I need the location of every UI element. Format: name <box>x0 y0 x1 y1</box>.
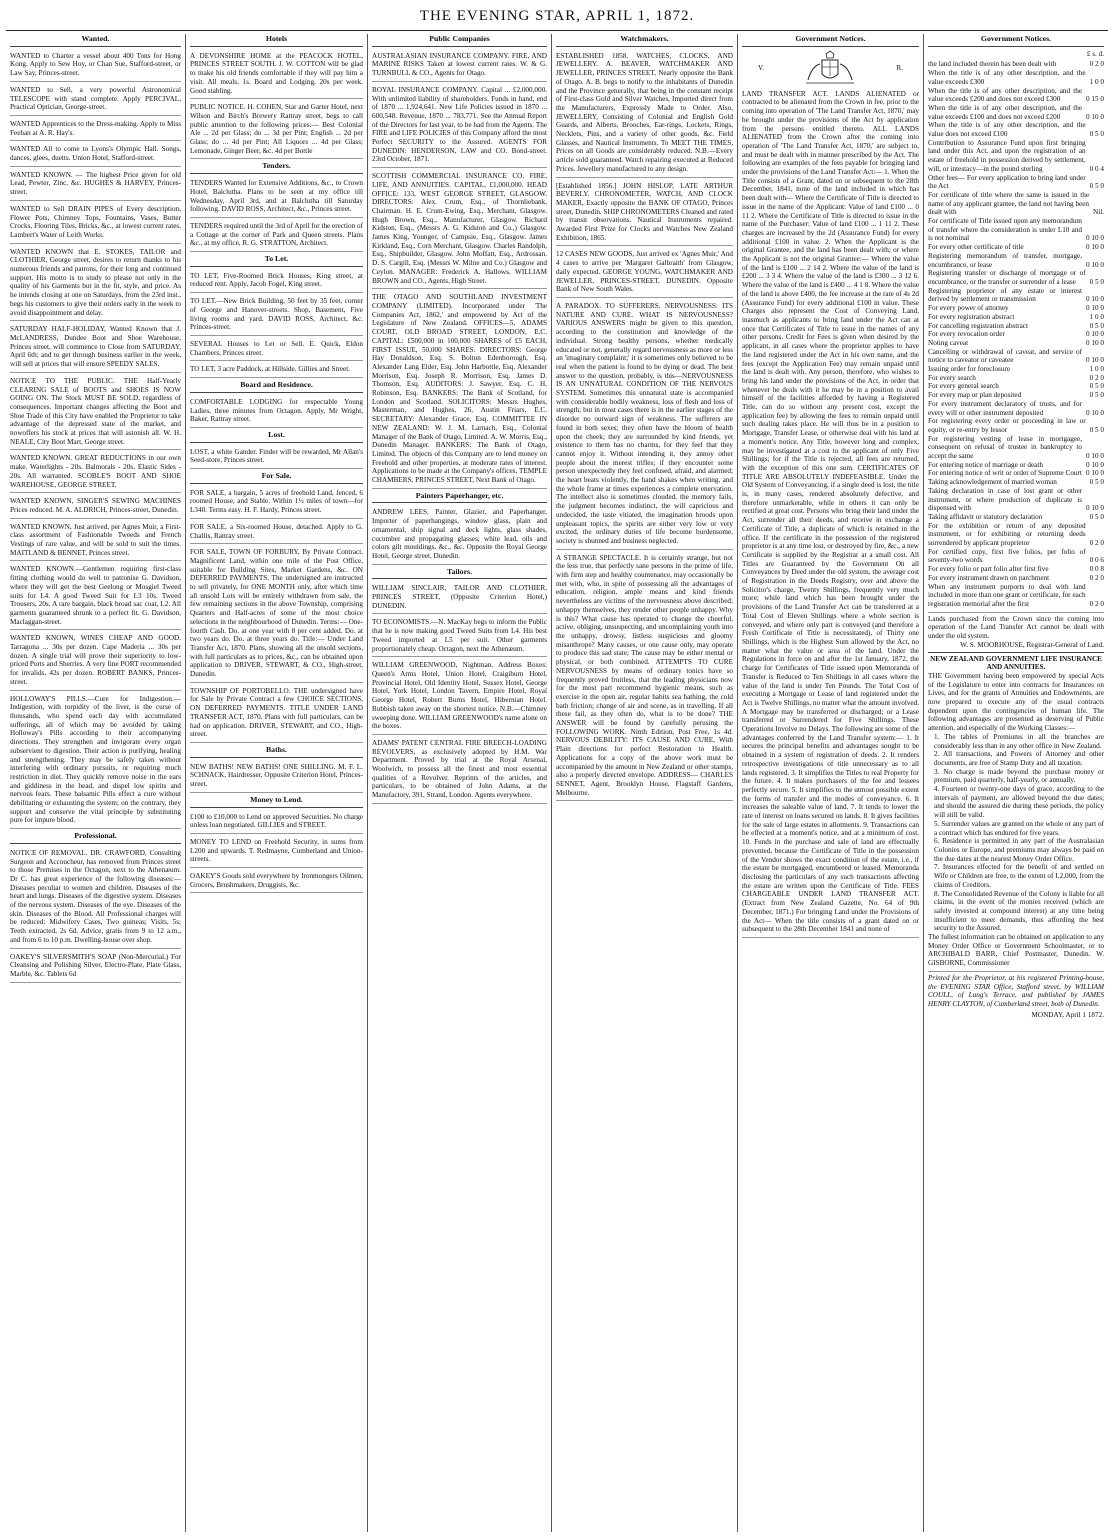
fee-amount: 0 5 0 <box>1089 391 1104 400</box>
fee-description: For the exhibition or return of any deposited instrument, or for exhibiting or returning deeds surrendered by applicant proprietor <box>928 521 1086 548</box>
fee-row <box>928 348 1104 365</box>
advertisement <box>742 88 919 938</box>
column-government-notices <box>738 34 924 1532</box>
advertisement <box>372 50 547 82</box>
fee-row <box>928 104 1104 121</box>
fee-row <box>928 478 1104 487</box>
advertisement <box>10 521 181 562</box>
fee-description: For every search <box>928 373 976 382</box>
fee-row <box>928 574 1104 583</box>
advertisement <box>10 203 181 244</box>
fee-row <box>928 583 1104 609</box>
fee-amount: 0 10 0 <box>1086 504 1104 513</box>
fee-description: Taking affidavit or statutory declaration <box>928 512 1043 521</box>
imprint: Printed for the Proprietor, at his registered Printing-house, the EVENING STAR Office, Stafford street, by WILLIAM COULL, of Lang's Terrace, and published by JAMES HENRY CLAYTON, of Cumberland street, both of Dunedin. <box>928 973 1104 1008</box>
publication-date: MONDAY, April 1 1872. <box>1031 1010 1104 1019</box>
life-insurance-item: 3. No charge is made beyond the purchase money or premium, paid quarterly, half-yearly, or annually. <box>934 767 1104 785</box>
fee-row <box>928 139 1104 174</box>
advertisement-text: TENDERS Wanted for Extensive Additions, &c., to Crown Hotel, Balclutha. Plans to be seen at my office till Wednesday, April 3rd, and at Balclutha till Saturday following. DAVID ROSS, Architect, &c., Princes street. <box>190 179 363 214</box>
fee-description: For certified copy, first five folios, per folio of seventy-two words <box>928 547 1086 565</box>
advertisement <box>10 951 181 983</box>
advertisement <box>190 270 363 293</box>
advertisement <box>10 323 181 373</box>
advertisement-text: WANTED KNOWN. — The highest Price given for old Lead, Pewter, Zinc, &c. HUGHES & HARVEY, Princes-street. <box>10 170 181 197</box>
advertisement <box>190 338 363 361</box>
advertisement <box>190 220 363 252</box>
advertisement <box>10 847 181 949</box>
advertisement <box>190 521 363 544</box>
section-heading: Lost. <box>190 430 363 443</box>
advertisement <box>190 685 363 743</box>
fee-amount: 0 10 0 <box>1086 338 1104 347</box>
column-watchmakers <box>552 34 738 1532</box>
advertisement-text: A DEVONSHIRE HOME at the PEACOCK HOTEL, PRINCES STREET SOUTH. J. W. COTTON will be glad to make his old friends comfortable if they will pay him a visit. All meals, 1s. Board and Lodging, 20s per week. Good stabling. <box>190 51 363 95</box>
advertisement-text: LOST, a white Gander. Finder will be rewarded, Mr Allan's Seed-store, Princes street. <box>190 447 363 465</box>
advertisement <box>10 84 181 116</box>
advertisement <box>10 563 181 630</box>
royal-coat-of-arms-icon <box>800 50 860 88</box>
advertisement-text: TENDERS required until the 3rd of April for the erection of a Cottage at the corner of Park and Queen streets. Plans &c., at my office, R. G. STRATTON, Architect. <box>190 221 363 248</box>
fee-row <box>928 374 1104 383</box>
fee-description: For every revocation order <box>928 330 1005 339</box>
advertisement-text: WANTED KNOWN.—Gentlemen requiring first-class fitting clothing would do well to patronise G. Davidson, where they will get the best Geelong or Mosgiel Tweed suits for L4. A good Tweed Suit for L3 10s. Tweed Trousers, 20s. A rare bargain, black broad sac coat, L2. All garments guaranteed shrunk to a perfect fit. G. Davidson, Maclaggan-street. <box>10 565 181 626</box>
life-insurance-item: 6. Residence is permitted in any part of the Australasian Colonies or Europe, and premiums may always be paid on the due dates at the nearest Money Order Office. <box>934 837 1104 863</box>
fee-description: the land included therein has been dealt with <box>928 60 1057 69</box>
fee-amount: 0 5 0 <box>1089 130 1104 139</box>
fee-amount: 0 2 0 <box>1089 600 1104 608</box>
fee-description: Registering proprietor of any estate or interest derived by settlement or transmission <box>928 286 1083 304</box>
fee-description: When the title is of any other description, and the value does not exceed £100 <box>928 121 1086 139</box>
advertisement <box>372 84 547 168</box>
fee-amount: 0 5 0 <box>1089 321 1104 330</box>
fee-amount: 0 10 0 <box>1086 356 1104 365</box>
advertisement <box>190 50 363 100</box>
advertisement <box>190 396 363 428</box>
advertisement-text: NOTICE TO THE PUBLIC. THE Half-Yearly CLEARING SALE of BOOTS and SHOES IS NOW GOING ON. The Stock MUST BE SOLD, regardless of consequences. Important changes affecting the Boot and Shoe Trade of this City have enabled the Proprietor to take advantage of the depressed state of the market, and nowoffers his stock at prices that will astonish all. W. H. NEALE, City Boot Mart, George street. <box>10 376 181 446</box>
fee-amount: Nil. <box>1093 208 1104 217</box>
advertisement-text: WANTED KNOWN. GREAT REDUCTIONS in our own make. Waterlights - 20s. Balmorals - 20s. Elastic Sides - 20s. All warranted. SCOBLE'S BOOT AND SHOE WAREHOUSE, GEORGE STREET. <box>10 454 181 489</box>
fee-description: For entering notice of marriage or death <box>928 460 1043 469</box>
fee-description: For every instrument drawn on parchment <box>928 573 1050 582</box>
advertisement-text: TO LET, 3 acre Paddock, at Hillside. Gillies and Street. <box>190 365 351 374</box>
fee-amount: 1 0 0 <box>1089 77 1104 86</box>
fee-description: Taking declaration in case of lost grant or other instrument, or where production of duplicate is dispensed with <box>928 486 1083 513</box>
fee-row <box>928 69 1104 86</box>
life-insurance-notice <box>928 652 1104 972</box>
section-heading: Government Notices. <box>928 34 1104 47</box>
advertisement <box>556 300 733 550</box>
advertisement <box>372 170 547 289</box>
advertisement-text: PUBLIC NOTICE. H. COHEN, Star and Garter Hotel, next Wilson and Birch's Brewery Rattray street, begs to call public attention to the following prices:— Best Colonial Ale ... 2d per Glass; do ... 3d per Pint; English ... 2d per Glass; do ... 4d per Pint; All Liquors ... 4d per Glass; Lemonade, Ginger Beer, &c. 4d per Bottle <box>190 103 363 155</box>
advertisement <box>372 659 547 735</box>
fee-row <box>928 487 1104 513</box>
fee-table <box>928 58 1104 612</box>
advertisement <box>372 506 547 564</box>
crest-right-letter: R. <box>896 64 903 73</box>
fee-description: Registering transfer or discharge of mortgage or of encumbrance, or the transfer or surrender of a lease <box>928 269 1086 286</box>
fee-row <box>928 252 1104 269</box>
advertisement-text: FOR SALE, TOWN OF FORBURY, By Private Contract. Magnificent Land, within one mile of the Post Office, suitable for Building Sites, Market Gardens, &c. ON DEFERRED PAYMENTS. The undersigned are instructed to sell privately, for ONE MONTH only, after which time all unsold Lots will be entirely withdrawn from sale, the few remaining sections in the above Township, comprising Quarters and Half-acres of some of the most choice selections in the neighbourhood of Dunedin. Terms:— One-fourth Cash. Do. at one year with 8 per cent added. Do. at two years do. Do. at three years do. Title:— Under Land Transfer Act, 1870. Plans, showing all the unsold sections, with full particulars as to prices, &c., can be obtained upon application to DRIVER, STEWART, & CO., High-street, Dunedin. <box>190 548 363 679</box>
masthead-rule <box>6 30 1108 31</box>
fee-row <box>928 322 1104 331</box>
fee-row <box>928 391 1104 400</box>
advertisement-text: SCOTTISH COMMERCIAL INSURANCE CO. FIRE, LIFE, AND ANNUITIES. CAPITAL, £1,000,000. HEAD OFFICE: 133, WEST GEORGE STREET, GLASGOW. DIRECTORS: Alex. Crum, Esq., of Thornliebank, Chairman. H. E. Crum-Ewing, Esq., Merchant, Glasgow. Hugh Brown, Esq., Manufacturer, Glasgow. Richard Kidston, Esq., (Messrs A. G. Kidston and Co.,) Glasgow. James King, Younger, of Campsie, Esq., Glasgow. James Kirkland, Esq., Corn Merchant, Glasgow. Charles Randolph, Esq., Shipbuilder, Glasgow. John Moffatt, Esq., Ardrossan. D. S. Cargill, Esq. (Messrs W. Milne and Co.) Glasgow and Ceylon. MANAGER: Frederick A. Hallows. WILLIAM BROWN and CO., Agents, High Street. <box>372 172 547 285</box>
advertisement <box>10 452 181 493</box>
advertisement-text: OAKEY'S SILVERSMITH'S SOAP (Non-Mercurial,) For Cleansing and Polishing Silver, Electro-Plate, Plate Glass, Marble, &c. Tablets 6d <box>10 952 181 978</box>
fee-amount: 0 10 0 <box>1086 234 1104 243</box>
advertisement <box>10 118 181 141</box>
advertisement-text: WANTED All to come to Lyons's Olympic Hall. Songs, dances, glees, duetts. Union Hotel, Stafford-street. <box>10 145 181 163</box>
advertisement-text: WANTED to Sell DRAIN PIPES of Every description, Flower Pots, Chimney Tops, Fountains, Vases, Butter Crocks, Flooring Tiles, Bricks, &c., at lowest current rates. Lambert's Water of Leith Works. <box>10 204 181 239</box>
advertisement <box>190 363 363 378</box>
fee-row <box>928 191 1104 217</box>
section-heading: Money to Lend. <box>190 795 363 808</box>
fee-row <box>928 174 1104 191</box>
advertisement-text: WANTED Apprentices to the Dress-making. Apply to Miss Feehan at A. R. Hay's. <box>10 119 181 137</box>
fee-description: Other fees— For every application to bring land under the Act <box>928 173 1086 191</box>
fee-description: For every instrument declaratory of trusts, and for every will or other instrument deposited <box>928 399 1083 417</box>
lsd-header: £ s. d. <box>1086 49 1104 58</box>
advertisement <box>556 50 733 178</box>
advertisement-text: WANTED to Sell, a very powerful Astronomical TELESCOPE with stand complete. Apply PERCIVAL, Practical Optician, George-street. <box>10 85 181 112</box>
fee-amount: 0 10 0 <box>1086 295 1104 304</box>
fee-row <box>928 217 1104 243</box>
fee-amount: 0 5 0 <box>1089 182 1104 191</box>
section-heading: For Sale. <box>190 471 363 484</box>
fee-row <box>928 121 1104 138</box>
fee-amount: 1 0 0 <box>1089 312 1104 321</box>
advertisement-text: AUSTRALASIAN INSURANCE COMPANY. FIRE, AND MARINE RISKS Taken at lowest current rates. W. & G. TURNBULL & CO., Agents for Otago. <box>372 51 547 78</box>
fee-row <box>928 313 1104 322</box>
life-insurance-intro: THE Government having been empowered by special Acts of the Legislature to enter into contracts for Insurances on Lives, and for the grants of Annuities and Endowments, are now prepared to execute any of the usual contracts dependent upon the contingencies of human life. The following advantages are presented as deserving of Public attention, and especially of the Working Classes:— <box>928 671 1104 733</box>
fee-amount: 0 15 0 <box>1086 95 1104 104</box>
advertisement-text: ANDREW LEES, Painter, Glazier, and Paperhanger, Importer of paperhangings, window glass, plain and ornamental, ship signal and deck lights, glass shades, cucumber and propagating glasses; white lead, oils and colors gilt mouldings, &c., &c. Opposite the Royal George Hotel, George street, Dunedin. <box>372 508 547 560</box>
advertisement <box>190 836 363 868</box>
advertisement-text: ADAMS' PATENT CENTRAL FIRE BREECH-LOADING REVOLVERS, as exclusively adopted by H.M. War Department. Proved by trial at the Royal Arsenal, Woolwich, to possess all the finest and most essential qualities of a Revolver. Reprints of the articles, and particulars, to be obtained of John Adams, at the Manufactory, 391, Strand, London. Agents everywhere. <box>372 738 547 800</box>
fee-description: Contribution to Assurance Fund upon first bringing land under this Act, and upon the registration of an estate of freehold in possession derived by settlement, will, or intestacy—in the pound sterling <box>928 138 1086 173</box>
fee-row <box>928 513 1104 522</box>
section-heading: Wanted. <box>10 34 181 47</box>
advertisement <box>10 143 181 166</box>
fee-amount: 0 5 0 <box>1089 478 1104 487</box>
page-title: THE EVENING STAR, APRIL 1, 1872. <box>419 8 695 24</box>
advertisement-text: SATURDAY HALF-HOLIDAY, Wanted Known that J. McLANDRESS, Dundee Boot and Shoe Warehouse, Princes street, will commence to Close from SATURDAY, April 6th; and to get through business earlier in the week, will sell at prices that will ensure SPEEDY SALES. <box>10 325 181 369</box>
fee-amount: 0 10 0 <box>1086 243 1104 252</box>
fee-amount: 0 5 0 <box>1089 382 1104 391</box>
advertisement-text: WANTED KNOWN, Just arrived, per Agnes Muir, a First-class assortment of Fashionable Tweeds and French Vestings of rare value, and will be sold to suit the times. MAITLAND & BENNET, Princes street. <box>10 522 181 557</box>
fee-row <box>928 87 1104 104</box>
advertisement-text: HOLLOWAY'S PILLS.—Cure for Indigestion.—Indigestion, with torpidity of the liver, is the curse of thousands, who spend each day with accumulated sufferings, all of which may be avoided by taking Holloway's Pills according to their accompanying directions. They strengthen and invigorate every organ subservient to digestion. Their action is purifying, healing and strengthening. They may be safely taken without interfering with ordinary pursuits, or requiring much restriction in diet. They quickly remove noise in the ears and giddiness in the head, and dispel low spirits and nervous fears. These balsamic Pills effect a cure without debilitating or exhausting the system; on the contrary, they support and conserve the vital principle by substituting pure for impure blood. <box>10 694 181 825</box>
fee-row <box>928 522 1104 548</box>
crest-left-letter: V. <box>758 64 765 73</box>
advertisement-text: MONEY TO LEND on Freehold Security, in sums from L200 and upwards. T. Redmayne, Cumberland and Union-streets. <box>190 837 363 864</box>
fee-description: Registering memorandum of transfer, mortgage, encumbrance, or lease <box>928 251 1083 269</box>
life-insurance-item: 4. Fourteen or twenty-one days of grace, according to the intervals of payment, are allowed beyond the due dates; and should the assured die during these periods, the policy will still be valid. <box>934 785 1104 820</box>
advertisement-text: WANTED KNOWN that E. STOKES, TAILOR and CLOTHIER, George street, desires to return thanks to his numerous friends and patrons, for their long and continued support. His motto is to study to please not only in the quality of his Garments but in the fit, style, and price. As he intends closing at one on Saturdays, from the 23rd inst., begs his customers to give their orders early in the week to avoid disappointment and delay. <box>10 247 181 317</box>
advertisement <box>372 616 547 657</box>
fee-row <box>928 304 1104 313</box>
advertisement-text: FOR SALE, a Six-roomed House, detached. Apply to G. Challis, Rattray street. <box>190 522 363 540</box>
fee-description: When any instrument purports to deal with land included in more than one grant or certificate, for each registration memorial after the first <box>928 582 1086 608</box>
life-insurance-outro: The fullest information can be obtained on application to any Money Order Office or Government Schoolmaster, or to ARCHIBALD BARR, Chief Postmaster, Dunedin. W. GISBORNE, Commissioner <box>928 933 1104 968</box>
fee-description: For every registration abstract <box>928 312 1015 321</box>
life-insurance-item: 7. Insurances effected for the benefit of and settled on Wife or Children are free, to the extent of L2,000, from the claims of Creditors. <box>934 863 1104 889</box>
advertisement <box>556 180 733 247</box>
fee-amount: 0 5 0 <box>1089 425 1104 434</box>
fee-row <box>928 339 1104 348</box>
advertisement <box>190 487 363 519</box>
fee-description: Cancelling or withdrawal of caveat, and service of notice to caveator or caveatee <box>928 347 1083 365</box>
advertisement-text: WANTED KNOWN, SINGER'S SEWING MACHINES Prices reduced. M. A. ALDRICH, Princes-street, Dunedin. <box>10 497 181 514</box>
section-heading: Baths. <box>190 745 363 758</box>
masthead <box>0 0 1114 30</box>
section-heading: Board and Residence. <box>190 380 363 393</box>
advertisement <box>190 546 363 683</box>
fee-amount: 0 10 0 <box>1086 469 1104 478</box>
section-heading: To Let. <box>190 254 363 267</box>
fee-amount: 0 10 0 <box>1086 330 1104 339</box>
advertisement <box>372 291 547 488</box>
fee-description: For certificate of title where the same is issued in the name of any applicant grantee, the land not having been dealt with <box>928 190 1090 217</box>
column-government-notices-2 <box>924 34 1108 1532</box>
advertisement-text: ESTABLISHED 1858. WATCHES, CLOCKS, AND JEWELLERY. A. BEAVER, WATCHMAKER AND JEWELLER, PRINCES STREET, Nearly opposite the Bank of Otago. A. B. begs to notify to the inhabitants of Dunedin and the Province generally, that being in the constant receipt of First-class Gold and Silver Watches, Imported direct from the Manufacturers, Expressly Made to Order. Also, JEWELLERY, Consisting of Colonial and English Gold Guards, and Alberts, Brooches, Ear-rings, Lockets, Rings, Necklets, Pins, and a variety of other goods, &c. Field Glasses, and Nautical Instruments. To MEET THE TIMES, Prices on all Goods are considerably reduced. N.B.—Every article sold guaranteed. Watch repairing executed at Reduced Prices. Jewellery manufactured to any design. <box>556 51 733 173</box>
life-insurance-item: 5. Surrender values are granted on the whole or any part of a contract which has endured for five years. <box>934 819 1104 837</box>
fee-amount: 0 5 0 <box>1089 277 1104 286</box>
advertisement-text: TO ECONOMISTS.—N. MacKay begs to inform the Public that he is now making good Tweed Suits from L4. His best Tweed imported at L5 per suit. Other garments proportionately cheap. Octagon, next the Athenæum. <box>372 618 547 653</box>
column-public-companies <box>368 34 552 1532</box>
advertisement-text: TO LET.—New Brick Building, 50 feet by 35 feet, corner of George and Hanover-streets. Shop, Basement, Five living rooms and yard. DAVID ROSS, Architect, &c. Princes-street. <box>190 297 363 332</box>
fee-row <box>928 565 1104 574</box>
advertisement-text: [Established 1856.] JOHN HISLOP, LATE ARTHUR BEVERLY. CHRONOMETER, WATCH, AND CLOCK MAKER, Exactly opposite the BANK OF OTAGO, Princes street, Dunedin. SHIP CHRONOMETERS Cleaned and rated by transit observations. Nautical Instruments repaired. Awarded First Prize for Clocks and Watches New Zealand Exhibition, 1865. <box>556 181 733 242</box>
advertisement <box>190 446 363 469</box>
fee-row <box>928 287 1104 304</box>
advertisement <box>10 375 181 451</box>
royal-crest-row <box>742 50 919 88</box>
section-heading: Tenders. <box>190 161 363 174</box>
fee-amount: 0 10 0 <box>1086 112 1104 121</box>
section-heading: Government Notices. <box>742 34 919 47</box>
section-heading: Tailors. <box>372 567 547 580</box>
advertisement <box>190 761 363 793</box>
fee-row <box>928 548 1104 565</box>
fee-description: For entering notice of writ or order of Supreme Court <box>928 469 1082 478</box>
fee-row <box>928 269 1104 286</box>
fee-amount: 0 2 0 <box>1089 539 1104 548</box>
advertisement-text: COMFORTABLE LODGING for respectable Young Ladies, three minutes from Octagon. Apply, Mr Wright, Baker, Rattray street. <box>190 397 363 424</box>
advertisement <box>10 50 181 82</box>
advertisement <box>190 101 363 159</box>
fee-description: For every general search <box>928 382 999 391</box>
advertisement <box>372 582 547 614</box>
fee-description: For certificate of Title issued upon any memorandum of transfer where the consideration is under L10 and is not nominal <box>928 217 1083 243</box>
advertisement-text: £100 to £10,000 to Lend on approved Securities. No charge unless loan negotiated. GILLIES and STREET. <box>190 812 363 830</box>
advertisement <box>10 632 181 690</box>
advertisement-text: WILLIAM GREENWOOD, Nightman. Address Boxes: Queen's Arms Hotel, Union Hotel, Craigiburn Hotel, Provincial Hotel, Old Identity Hotel, Sussex Hotel, George Hotel, York Hotel, London Tavern, Empire Hotel, Royal George Hotel, Robert Burns Hotel, Hibernian Hotel. Rubbish taken away on the shortest notice. N.B.—Chimney sweeping done. WILLIAM GREENWOOD's name alone on the boxes. <box>372 661 547 731</box>
fee-description: For every power of attorney <box>928 304 1009 313</box>
advertisement-text: NOTICE OF REMOVAL. DR. CRAWFORD, Consulting Surgeon and Accoucheur, has removed from Princes street to those Premises in the Octagon, next to the Athenæum. Dr C. has great experience of the following diseases:— Diseases peculiar to women and children. Diseases of the heart and lungs. Diseases of the digestive system. Diseases of the nervous system. Diseases of the eye. Diseases of the skin. Diseases of the Blood. All Professional charges will be reduced: Midwifery Cases, Two guineas; Visits, 5s; Teeth extracted, 2s 6d. Advice, gratis from 9 to 12 a.m., and from 6 to 10 p.m. Dwelling-house over shop. <box>10 848 181 944</box>
fee-amount: 0 10 0 <box>1086 408 1104 417</box>
advertisement <box>190 811 363 834</box>
fee-row <box>928 461 1104 470</box>
fee-row <box>928 243 1104 252</box>
fee-amount: 0 10 0 <box>1086 460 1104 469</box>
advertisement-text: WILLIAM SINCLAIR, TAILOR AND CLOTHIER, PRINCES STREET, (Opposite Criterion Hotel,) DUNEDIN. <box>372 584 547 610</box>
advertisement-text: SEVERAL Houses to Let or Sell. E. Quick, Eldon Chambers, Princes street. <box>190 339 363 357</box>
fee-row <box>928 469 1104 478</box>
fee-amount: 0 0 8 <box>1089 565 1104 574</box>
fee-amount: 0 2 0 <box>1089 373 1104 382</box>
advertisement-text: THE OTAGO AND SOUTHLAND INVESTMENT COMPANY (LIMITED). Incorporated under 'The Companies Act, 1862,' and empowered by Act of the Legislature of New Zealand. OFFICES—5, ADAMS COURT, OLD BROAD STREET, LONDON, E.C. CAPITAL: £500,000 in 100,000 SHARES of £5 EACH, FIRST ISSUE, 50,000 SHARES. DIRECTORS: George Hay Donaldson, Esq. S. Bolton Edenborough, Esq. Alexander Lang Elder, Esq. John Harbottle, Esq. Alexander Morrison, Esq. Joseph R. Morrison, Esq. James D. Thomson, Esq. AUDITORS: J. Sawyer, Esq. C. H. Robinson, Esq. BANKERS: The Bank of Scotland, for London and Scotland. SOLICITORS: Messrs Hughes, Masterman, and Hughes, 26, Austin Friars, E.C. SECRETARY: Alexander Grace, Esq. COMMITTEE IN NEW ZEALAND: W. J. M. Larnach, Esq., Colonial Manager of the Bank of Otago, Limited. A. W. Morris, Esq., Dunedin Manager. BANKERS: The Bank of Otago, Limited. The objects of this Company are to lend money on Freehold and other properties, at moderate rates of interest. Applications to be made at the Company's offices, TEMPLE CHAMBERS, PRINCES STREET, Next Bank of Otago. <box>372 293 547 485</box>
fee-amount: 0 10 0 <box>1086 452 1104 461</box>
fee-description: For every map or plan deposited <box>928 391 1022 400</box>
life-insurance-item: 1. The tables of Premiums in all the branches are considerably less than in any other office in New Zealand. <box>934 732 1104 750</box>
fee-description: Noting caveat <box>928 338 969 347</box>
fee-description: Issuing order for foreclosure <box>928 365 1011 374</box>
fee-row <box>928 417 1104 434</box>
fee-row <box>928 382 1104 391</box>
fee-row <box>928 330 1104 339</box>
life-insurance-heading: NEW ZEALAND GOVERNMENT LIFE INSURANCE AND ANNUITIES. <box>930 654 1102 672</box>
fee-amount: 0 5 0 <box>1089 512 1104 521</box>
advertisement-text: FOR SALE, a bargain, 5 acres of freehold Land, fenced, 6 roomed House, and Stable. Within 1½ miles of town—for L340. Terms easy. H. F. Hardy, Princes street. <box>190 488 363 515</box>
life-insurance-item: 2. All transactions, and Powers of Attorney and other documents, are free of Stamp Duty and all taxation. <box>934 750 1104 767</box>
fee-description: When the title is of any other description, and the value exceeds £100 and does not exceed £200 <box>928 103 1083 121</box>
section-heading: Watchmakers. <box>556 34 733 47</box>
advertisement-text: TO LET, Five-Roomed Brick Houses, King street, at reduced rent. Apply, Jacob Fogel, King street. <box>190 271 363 289</box>
advertisement-text: A PARADOX. TO SUFFERERS. NERVOUSNESS: ITS NATURE AND CURE. WHAT IS NERVOUSNESS? VARIOUS ANSWERS might be given to this question, according to the constitution and knowledge of the individual. Strong healthy persons, whether medically educated or not, generally regard nervousness as more or less an 'imaginary complaint;' it is sometimes only believed to be real when the patient is found to be dying or dead. The best answer to the question, probably, is this—NERVOUSNESS IS AN UNNATURAL CONDITION OF THE NERVOUS SYSTEM. Sometimes this unnatural state is accompanied with considerable bodily weakness, loss of flesh and loss of strength; but in most cases there is in the earlier stages of the disorder no outward sign of weakness. The sufferers are found in both sexes; they often have the bloom of health upon the cheek; they are surrounded by kind friends, yet existence to them has no charms, for they feel that they cannot enjoy it. Without intending it, they annoy other people about the merest trifles; if they encounter some person unexpectedly they feel confused, afraid, and alarmed; the heart beats violently, the hand shakes when writing, and the whole frame at times experiences a complete enervation. The intellect also is sometimes clouded, the memory fails, the judgment becomes indistinct, the will capricious and undecided, the taste vitiated, the imagination broods upon unpleasant topics, the spirits are either very low or very excited, the ordinary duties of life become burdensome, society is shunned and business neglected. <box>556 301 733 545</box>
advertisement-text: ROYAL INSURANCE COMPANY. Capital ... £2,000,000. With unlimited liability of shareholders. Funds in hand, end of 1870 ... 1,924,641. New Life Policies issued in 1870 ... 600,548. Revenue, 1870 ... 783,771. See the Annual Report of the Directors for last year, to be had from the Agents. The FIRE and LIFE POLICIES of this Company afford the most Perfect SECURITY to the Assured. AGENTS FOR DUNEDIN: HENDERSON, LAW and CO. Bond-street. 23rd October, 1871. <box>372 85 547 164</box>
section-heading: Painters Paperhanger, etc. <box>372 491 547 504</box>
fee-amount: 0 0 4 <box>1089 164 1104 173</box>
advertisement <box>10 169 181 201</box>
advertisement <box>556 552 733 802</box>
fee-amount: 0 0 6 <box>1089 556 1104 565</box>
fee-row <box>928 435 1104 461</box>
column-hotels <box>186 34 368 1532</box>
advertisement-text: NEW BATHS! NEW BATHS! ONE SHILLING. M. F. L. SCHNACK, Hairdresser, Opposite Criterion Hotel, Princes-street. <box>190 762 363 789</box>
advertisement <box>10 693 181 830</box>
fee-description: For registering every order or proceeding in law or equity, or re-entry by lessor <box>928 417 1086 434</box>
fee-row <box>928 60 1104 69</box>
advertisement <box>10 246 181 322</box>
advertisement <box>190 870 363 893</box>
advertisement-text: A STRANGE SPECTACLE. It is certainly strange, but not the less true, that perfectly sane persons in the prime of life, with firm step and healthy countenance, may occasionally be met with, who, in spite of possessing all the advantages of education, religion, ample means and kind friends nevertheless are victims of the nervousness above described; unhappy themselves, they render other people unhappy. Why is this? What cause has operated to change the cheerful, active, obliging, unsuspecting, and uncomplaining youth into the unhappy, drowsy, listless suspicious and gloomy misanthrope? Many causes, or one cause only, may operate to produce this sad state; The cause may be either mental or physical, or both combined. ATTEMPTS TO CURE NERVOUSNESS by means of ordinary tonics have so frequently proved fruitless, that the leading physicians now for the most part recommend hygienic means, such as exercise in the open air, regular habits sea bathing, the cold bath friction; change of air and scene, as in travelling. If all these fail, as they often do, what is to be done? THE ANSWER will be found by carefully perusing the FOLLOWING WORK. Ninth Edition, Post Free, 1s 4d. NERVOUS DEBILITY: ITS CAUSE AND CURE, With Plain directions for perfect Restoration to Health. Applications for a copy of the above work must be accompanied by the amount in New Zealand or other stamps, also a properly directed envelope. ADDRESS— CHARLES SENNET, Agent, Brooklyn House, Flagstaff Gardens, Melbourne. <box>556 553 733 797</box>
advertisement <box>10 495 181 518</box>
section-heading: Hotels <box>190 34 363 47</box>
section-heading: Public Companies <box>372 34 547 47</box>
fee-description: For registering vesting of lease in mortgagee, consequent on refusal of trustee in bankruptcy to accept the same <box>928 434 1083 461</box>
fees-note: Lands purchased from the Crown since the coming into operation of the Land Transfer Act cannot be dealt with under the old system. <box>928 614 1104 641</box>
fee-description: When the title is of any other description, and the value exceeds £200 and does not exceed £300 <box>928 86 1083 104</box>
life-insurance-item: 8. The Consolidated Revenue of the Colony is liable for all claims, in the event of the monies received (which are safely invested at compound interest) at any time being insufficient to meet demands, thus affording the best security to the Assured. <box>934 889 1104 933</box>
column-wanted <box>6 34 186 1532</box>
advertisement-text: TOWNSHIP OF PORTOBELLO. THE undersigned have for Sale by Private Contract a few CHOICE SECTIONS, ON DEFERRED PAYMENTS. TITLE UNDER LAND TRANSFER ACT, 1870. Plans with full particulars, can be had on application. DRIVER, STEWART, and CO., High-street. <box>190 686 363 739</box>
fee-amount: 0 10 0 <box>1086 304 1104 313</box>
fee-amount: 0 2 0 <box>1089 60 1104 69</box>
advertisement <box>556 248 733 298</box>
fee-description: For every folio or part folio after first five <box>928 565 1049 574</box>
fee-description: When the title is of any other description, and the value exceeds £300 <box>928 69 1086 86</box>
fee-amount: 1 0 0 <box>1089 365 1104 374</box>
fees-signature: W. S. MOORHOUSE, Registrar-General of Land. <box>960 640 1104 649</box>
fee-row <box>928 400 1104 417</box>
advertisement <box>190 177 363 218</box>
advertisement-text: 12 CASES NEW GOODS, Just arrived ex 'Agnes Muir,' And 4 cases to arrive per 'Margaret Galbraith' from Glasgow, daily expected. GEORGE YOUNG, WATCHMAKER AND JEWELLER, PRINCES-STREET, DUNEDIN. Opposite Bank of New South Wales. <box>556 250 733 294</box>
fee-amount: 0 2 0 <box>1089 573 1104 582</box>
advertisement-text: OAKEY'S Goods sold everywhere by Ironmongers Oilmen, Grocers, Brushmakers, Druggists, &c. <box>190 872 363 889</box>
fee-amount: 0 10 0 <box>1086 260 1104 269</box>
fee-description: For every other certificate of title <box>928 243 1024 252</box>
columns <box>6 34 1108 1532</box>
advertisement <box>190 295 363 336</box>
fee-description: For cancelling registration abstract <box>928 321 1028 330</box>
advertisement <box>372 737 547 804</box>
fee-description: Taking acknowledgement of married woman <box>928 478 1057 487</box>
advertisement-text: WANTED to Charter a vessel about 400 Tons for Hong Kong. Apply to Sew Hoy, or Chan Sue, Stafford-street, or Law Say, Princes-street. <box>10 51 181 78</box>
advertisement-text: LAND TRANSFER ACT. LANDS ALIENATED or contracted to be alienated from the Crown in fee, prior to the coming into operation of 'The Land Transfer Act, 1870,' may be brought under the provisions of the Act by application from the persons entitled thereto. ALL LANDS ALIENATED from the Crown after the coming into operation of 'The Land Transfer Act, 1870,' are subject to, and must be dealt with in manner prescribed by the Act. The following are examples of the fees payable for bringing land under the provisions of the Land Transfer Act:— 1. When the Title consists of a Grant, dated on or subsequent to the 28th December, 1841, none of the land included in which has been dealt with— Where the Certificate of Title is directed to issue in the name of the Applicant: Value of land £100 ... 0 11 2. Where the Certificate of Title is directed to issue in the name of the Purchaser: Value of land £100 ... 1 11 2. These charges are increased by the 2d (Assurance Fund) for every additional £100 in value. 2. When the Applicant is the original Grantee, and the land has been dealt with; or where the Applicant is not the original Grantee:— Where the value of the land is £100 ... 2 14 2. Where the value of the land is £200 ... 3 3 4. Where the value of the land is £300 ... 3 12 6. Where the value of the land is £400 ... 4 1 8. Where the value of the land is above £400, the fee increase at the rate of 4s 2d (Assurance Fund) for every additional £100 in value. These Charges also represent the Cost of Conveying Land, inasmuch as applicants to bring land under the Act can at once that Certificates of Title to issue in the names of any other persons. Credit for Fees is given when desired by the applicant, in all cases where the proprietor applies to have the land registered under the Act in his own name, and the fees (except the Application Fee) may remain unpaid until the land is dealt with. Any person, therefore, who wishes to bring his land under the provisions of the Act, in order that whenever he deals with it he may be in a position to avail himself of the facilities afforded by having a Registered Title, can do so without any present cost, except the application fee) by allowing the fees to remain unpaid until such dealing takes place. He will thus be in a position to Mortgage, Transfer Lease, or otherwise deal with his land at a moment's notice. Any Title, however long and complex, may be investigated at a cost to the applicant of only Five Shillings; for if the Title is rejected, all fees are returned, with the exception of this one sum. CERTIFICATES OF TITLE ARE ABSOLUTELY INDEFEASIBLE. Under the Old System of Conveyancing, if a single deed is lost, the title is, in many cases, rendered absolutely defective, and therefore unmarketable, while in others it can only be rectified at great cost. Persons who bring their land under the Act, surrender all their deeds, and receive in exchange a Certificate of Title, a duplicate of which is retained in the office. If the certificate in the possession of the registered proprietor is at any time lost, or destroyed by fire, &c., a new Certificate is supplied by the Registrar at a small cost. All Titles are Guaranteed by the Government On all Conveyances by Deed under the old system, the average cost of Registration in the Deeds Registry, over and above the Solicitor's charge, Twenty Shillings, frequently very much more; while land which has been brought under the provisions of the Land Transfer Act can be transferred at a Total Cost of Eleven Shillings where a whole section is conveyed, and where only part is conveyed (and therefore a Fresh Certificate of Title is necessitated), of Thirty one Shillings, which is the Highest Sum allowed by the Act, no matter what the value or area of the land. Under the Regulations in force on and after the 1st January, 1872, the charge for Certificates of Title issued upon Memoranda of Transfer is Reduced to Ten Shillings in all cases where the value of the land is under Ten Pounds. The Total Cost of executing a Mortgage or Lease of land registered under the Act is Twelve Shillings, no matter what the amount involved. A Mortgage may be transferred or discharged; or a Lease transferred or Surrendered for Five Shillings. These Operations Involve no Delays. The following are some of the advantages conferred by the Land Transfer system:— 1. It secures the principal benefits and advantages sought to be obtained in a system of registration of deeds. 2. It renders retrospective investigations of title unnecessary as to all lands registered. 3. It simplifies the Titles to real Property for the future. 4. It makes purchasers of the fee and lessees perfectly secure. 5. It simplifies to the utmost possible extent the forms of transfer and the modes of conveyance. 6. It increases the saleable value of land. 7. It tends to lower the rate of interest on loans secured on lands. 8. It gives facilities for the sale of large estates in allotments. 9. Transactions can be effected at a moment's notice, and at a minimum of cost. 10. Funds in the purchase and sale of land are effectually prevented, because the Certificate of Title in the possession of the Vendor shows the exact condition of the estate, i.e., if the estate be mortgaged, encumbered or leased. Memoranda disclosing the particulars of any such transactions affecting the estate are written upon the Certificate of Title. FEES CHARGEABLE UNDER LAND TRANSFER ACT. (Extract from New Zealand Gazette, No. 64 of 9th December, 1871.) For bringing Land under the Provisions of the Act— When the title consists of a grant dated on or subsequent to the 28th December 1841 and none of <box>742 89 919 934</box>
fee-row <box>928 365 1104 374</box>
advertisement-text: WANTED KNOWN, WINES CHEAP AND GOOD. Tarragona ... 30s per dozen. Cape Maderia ... 30s per dozen. A single trial will prove their superiority to low-priced Ports and Sherries. A very fine PORT recommended for invalids, 42s per dozen. ROBERT BANKS, Princes-street. <box>10 634 181 686</box>
section-heading: Professional. <box>10 831 181 844</box>
